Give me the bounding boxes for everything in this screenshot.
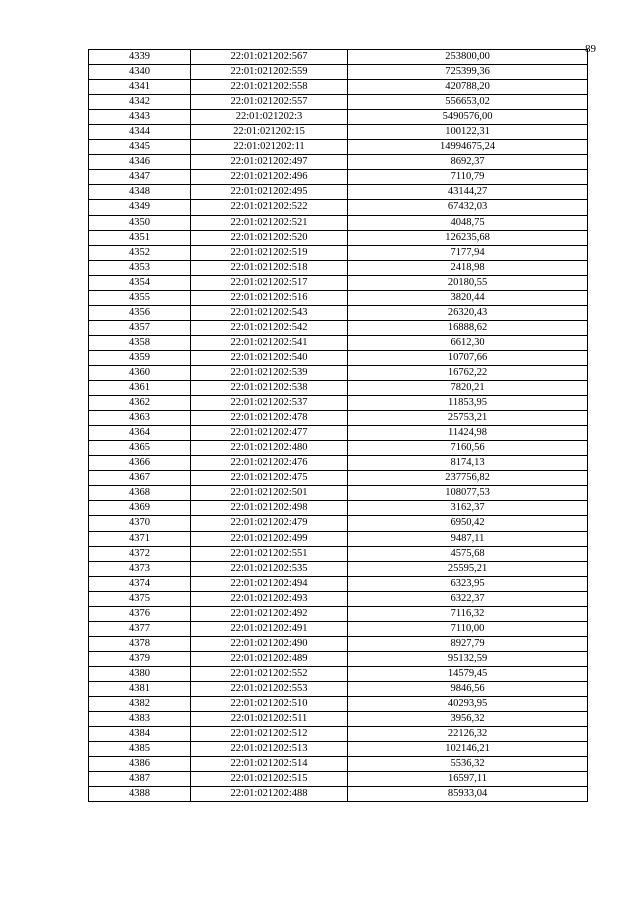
table-row [89, 80, 588, 95]
row-number-cell: 4343 [89, 110, 191, 125]
row-number-cell: 4370 [89, 516, 191, 531]
value-cell: 7177,94 [348, 245, 588, 260]
value-cell: 16762,22 [348, 365, 588, 380]
cadastral-number-cell: 22:01:021202:517 [191, 275, 348, 290]
cadastral-number-cell: 22:01:021202:499 [191, 531, 348, 546]
cadastral-number-cell: 22:01:021202:559 [191, 65, 348, 80]
row-number-cell: 4349 [89, 200, 191, 215]
row-number-cell: 4368 [89, 486, 191, 501]
row-number-cell: 4372 [89, 546, 191, 561]
value-cell: 10707,66 [348, 350, 588, 365]
row-number-cell: 4387 [89, 772, 191, 787]
row-number-cell: 4373 [89, 561, 191, 576]
row-number-cell: 4379 [89, 651, 191, 666]
row-number-cell: 4365 [89, 441, 191, 456]
table-row [89, 441, 588, 456]
page-number: 89 [585, 43, 596, 55]
cadastral-number-cell: 22:01:021202:475 [191, 471, 348, 486]
table-row [89, 350, 588, 365]
row-number-cell: 4362 [89, 396, 191, 411]
value-cell: 7110,79 [348, 170, 588, 185]
value-cell: 25753,21 [348, 411, 588, 426]
row-number-cell: 4374 [89, 576, 191, 591]
table-row [89, 290, 588, 305]
cadastral-number-cell: 22:01:021202:480 [191, 441, 348, 456]
table-row [89, 185, 588, 200]
cadastral-number-cell: 22:01:021202:543 [191, 305, 348, 320]
cadastral-number-cell: 22:01:021202:520 [191, 230, 348, 245]
table-row [89, 320, 588, 335]
table-row [89, 651, 588, 666]
row-number-cell: 4359 [89, 350, 191, 365]
row-number-cell: 4355 [89, 290, 191, 305]
cadastral-number-cell: 22:01:021202:510 [191, 697, 348, 712]
cadastral-number-cell: 22:01:021202:535 [191, 561, 348, 576]
row-number-cell: 4356 [89, 305, 191, 320]
value-cell: 126235,68 [348, 230, 588, 245]
row-number-cell: 4358 [89, 335, 191, 350]
cadastral-number-cell: 22:01:021202:3 [191, 110, 348, 125]
value-cell: 102146,21 [348, 742, 588, 757]
value-cell: 14994675,24 [348, 140, 588, 155]
cadastral-number-cell: 22:01:021202:493 [191, 591, 348, 606]
value-cell: 100122,31 [348, 125, 588, 140]
table-row [89, 456, 588, 471]
table-row [89, 787, 588, 802]
value-cell: 3162,37 [348, 501, 588, 516]
value-cell: 5536,32 [348, 757, 588, 772]
table-row [89, 200, 588, 215]
value-cell: 556653,02 [348, 95, 588, 110]
value-cell: 6950,42 [348, 516, 588, 531]
row-number-cell: 4345 [89, 140, 191, 155]
value-cell: 20180,55 [348, 275, 588, 290]
value-cell: 3820,44 [348, 290, 588, 305]
value-cell: 11424,98 [348, 426, 588, 441]
table-row [89, 110, 588, 125]
table-row [89, 576, 588, 591]
cadastral-number-cell: 22:01:021202:519 [191, 245, 348, 260]
value-cell: 67432,03 [348, 200, 588, 215]
table-row [89, 396, 588, 411]
value-cell: 5490576,00 [348, 110, 588, 125]
table-row [89, 140, 588, 155]
row-number-cell: 4360 [89, 365, 191, 380]
row-number-cell: 4353 [89, 260, 191, 275]
table-row [89, 275, 588, 290]
cadastral-number-cell: 22:01:021202:11 [191, 140, 348, 155]
table-row [89, 546, 588, 561]
cadastral-number-cell: 22:01:021202:515 [191, 772, 348, 787]
table-row [89, 727, 588, 742]
row-number-cell: 4375 [89, 591, 191, 606]
value-cell: 725399,36 [348, 65, 588, 80]
cadastral-number-cell: 22:01:021202:537 [191, 396, 348, 411]
cadastral-number-cell: 22:01:021202:540 [191, 350, 348, 365]
row-number-cell: 4361 [89, 381, 191, 396]
table-row [89, 65, 588, 80]
cadastral-number-cell: 22:01:021202:541 [191, 335, 348, 350]
value-cell: 11853,95 [348, 396, 588, 411]
table-row [89, 155, 588, 170]
table-row [89, 697, 588, 712]
cadastral-number-cell: 22:01:021202:567 [191, 50, 348, 65]
cadastral-number-cell: 22:01:021202:512 [191, 727, 348, 742]
value-cell: 3956,32 [348, 712, 588, 727]
row-number-cell: 4341 [89, 80, 191, 95]
row-number-cell: 4381 [89, 681, 191, 696]
table-row [89, 230, 588, 245]
cadastral-number-cell: 22:01:021202:490 [191, 636, 348, 651]
row-number-cell: 4377 [89, 621, 191, 636]
table-row [89, 365, 588, 380]
row-number-cell: 4363 [89, 411, 191, 426]
cadastral-number-cell: 22:01:021202:479 [191, 516, 348, 531]
value-cell: 8927,79 [348, 636, 588, 651]
value-cell: 26320,43 [348, 305, 588, 320]
cadastral-number-cell: 22:01:021202:492 [191, 606, 348, 621]
row-number-cell: 4380 [89, 666, 191, 681]
value-cell: 2418,98 [348, 260, 588, 275]
value-cell: 8692,37 [348, 155, 588, 170]
cadastral-number-cell: 22:01:021202:558 [191, 80, 348, 95]
cadastral-number-cell: 22:01:021202:498 [191, 501, 348, 516]
row-number-cell: 4350 [89, 215, 191, 230]
cadastral-number-cell: 22:01:021202:551 [191, 546, 348, 561]
table-row [89, 215, 588, 230]
value-cell: 6323,95 [348, 576, 588, 591]
row-number-cell: 4369 [89, 501, 191, 516]
value-cell: 4048,75 [348, 215, 588, 230]
cadastral-number-cell: 22:01:021202:513 [191, 742, 348, 757]
cadastral-number-cell: 22:01:021202:495 [191, 185, 348, 200]
value-cell: 95132,59 [348, 651, 588, 666]
table-row [89, 681, 588, 696]
row-number-cell: 4340 [89, 65, 191, 80]
row-number-cell: 4386 [89, 757, 191, 772]
table-row [89, 245, 588, 260]
row-number-cell: 4346 [89, 155, 191, 170]
table-row [89, 335, 588, 350]
value-cell: 4575,68 [348, 546, 588, 561]
value-cell: 14579,45 [348, 666, 588, 681]
table-row [89, 501, 588, 516]
table-row [89, 772, 588, 787]
row-number-cell: 4371 [89, 531, 191, 546]
table-body [89, 50, 588, 802]
value-cell: 8174,13 [348, 456, 588, 471]
value-cell: 85933,04 [348, 787, 588, 802]
cadastral-number-cell: 22:01:021202:501 [191, 486, 348, 501]
table-row [89, 260, 588, 275]
row-number-cell: 4342 [89, 95, 191, 110]
value-cell: 22126,32 [348, 727, 588, 742]
cadastral-number-cell: 22:01:021202:477 [191, 426, 348, 441]
table-row [89, 50, 588, 65]
value-cell: 237756,82 [348, 471, 588, 486]
row-number-cell: 4388 [89, 787, 191, 802]
row-number-cell: 4385 [89, 742, 191, 757]
value-cell: 25595,21 [348, 561, 588, 576]
row-number-cell: 4354 [89, 275, 191, 290]
row-number-cell: 4366 [89, 456, 191, 471]
row-number-cell: 4382 [89, 697, 191, 712]
table-row [89, 531, 588, 546]
row-number-cell: 4357 [89, 320, 191, 335]
value-cell: 16597,11 [348, 772, 588, 787]
cadastral-number-cell: 22:01:021202:478 [191, 411, 348, 426]
row-number-cell: 4364 [89, 426, 191, 441]
table-row [89, 606, 588, 621]
cadastral-number-cell: 22:01:021202:557 [191, 95, 348, 110]
table-row [89, 426, 588, 441]
cadastral-number-cell: 22:01:021202:539 [191, 365, 348, 380]
table-row [89, 621, 588, 636]
table-row [89, 486, 588, 501]
value-cell: 7820,21 [348, 381, 588, 396]
row-number-cell: 4339 [89, 50, 191, 65]
value-cell: 16888,62 [348, 320, 588, 335]
cadastral-number-cell: 22:01:021202:542 [191, 320, 348, 335]
table-row [89, 636, 588, 651]
cadastral-number-cell: 22:01:021202:516 [191, 290, 348, 305]
table-row [89, 666, 588, 681]
table-row [89, 95, 588, 110]
table-row [89, 591, 588, 606]
row-number-cell: 4383 [89, 712, 191, 727]
value-cell: 7160,56 [348, 441, 588, 456]
table-row [89, 516, 588, 531]
row-number-cell: 4378 [89, 636, 191, 651]
value-cell: 6322,37 [348, 591, 588, 606]
row-number-cell: 4344 [89, 125, 191, 140]
value-cell: 7116,32 [348, 606, 588, 621]
row-number-cell: 4384 [89, 727, 191, 742]
value-cell: 6612,30 [348, 335, 588, 350]
value-cell: 7110,00 [348, 621, 588, 636]
row-number-cell: 4352 [89, 245, 191, 260]
value-cell: 108077,53 [348, 486, 588, 501]
cadastral-number-cell: 22:01:021202:489 [191, 651, 348, 666]
cadastral-number-cell: 22:01:021202:476 [191, 456, 348, 471]
row-number-cell: 4348 [89, 185, 191, 200]
cadastral-number-cell: 22:01:021202:518 [191, 260, 348, 275]
cadastral-number-cell: 22:01:021202:497 [191, 155, 348, 170]
table-row [89, 411, 588, 426]
table-row [89, 742, 588, 757]
value-cell: 9487,11 [348, 531, 588, 546]
value-cell: 43144,27 [348, 185, 588, 200]
table-row [89, 471, 588, 486]
table-row [89, 561, 588, 576]
table-row [89, 757, 588, 772]
table-row [89, 170, 588, 185]
cadastral-number-cell: 22:01:021202:496 [191, 170, 348, 185]
row-number-cell: 4376 [89, 606, 191, 621]
table-row [89, 712, 588, 727]
value-cell: 420788,20 [348, 80, 588, 95]
table-row [89, 125, 588, 140]
cadastral-number-cell: 22:01:021202:552 [191, 666, 348, 681]
row-number-cell: 4351 [89, 230, 191, 245]
cadastral-number-cell: 22:01:021202:553 [191, 681, 348, 696]
table-row [89, 381, 588, 396]
table-row [89, 305, 588, 320]
cadastral-number-cell: 22:01:021202:494 [191, 576, 348, 591]
cadastral-number-cell: 22:01:021202:522 [191, 200, 348, 215]
cadastral-number-cell: 22:01:021202:511 [191, 712, 348, 727]
cadastral-value-table [88, 49, 588, 802]
row-number-cell: 4347 [89, 170, 191, 185]
cadastral-number-cell: 22:01:021202:491 [191, 621, 348, 636]
value-cell: 9846,56 [348, 681, 588, 696]
cadastral-number-cell: 22:01:021202:514 [191, 757, 348, 772]
cadastral-number-cell: 22:01:021202:538 [191, 381, 348, 396]
row-number-cell: 4367 [89, 471, 191, 486]
cadastral-number-cell: 22:01:021202:15 [191, 125, 348, 140]
cadastral-number-cell: 22:01:021202:488 [191, 787, 348, 802]
value-cell: 40293,95 [348, 697, 588, 712]
cadastral-number-cell: 22:01:021202:521 [191, 215, 348, 230]
value-cell: 253800,00 [348, 50, 588, 65]
